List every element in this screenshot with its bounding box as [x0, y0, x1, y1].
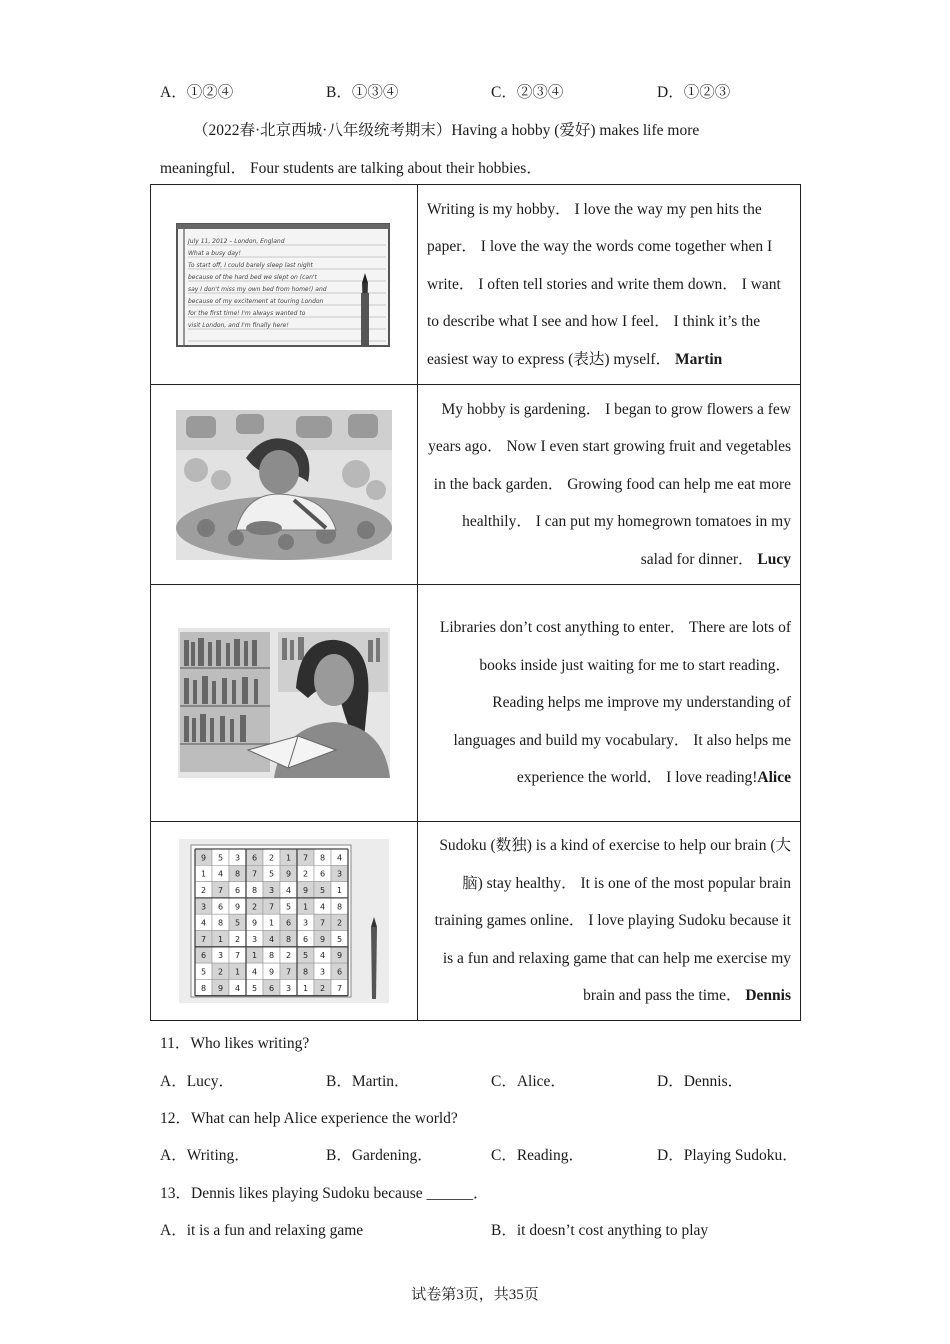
- picture-cell: [151, 385, 418, 585]
- sudoku-digit: 3: [285, 983, 292, 993]
- sudoku-digit: 9: [200, 853, 207, 863]
- sudoku-digit: 2: [336, 918, 343, 928]
- girl-reading-library-illustration: [178, 628, 390, 778]
- sudoku-digit: 5: [217, 853, 224, 863]
- sudoku-digit: 5: [251, 983, 258, 993]
- sudoku-digit: 2: [285, 951, 292, 961]
- sudoku-digit: 1: [217, 934, 224, 944]
- option-d[interactable]: D．①②③: [657, 84, 731, 101]
- picture-cell: [151, 822, 418, 1021]
- sudoku-digit: 9: [336, 951, 343, 961]
- sudoku-digit: 6: [336, 967, 343, 977]
- sudoku-digit: 4: [200, 918, 207, 928]
- question-12: 12．What can help Alice experience the world?: [160, 1110, 458, 1127]
- sudoku-digit: 6: [234, 886, 241, 896]
- picture-cell: [151, 185, 418, 385]
- sudoku-digit: 1: [302, 983, 309, 993]
- sudoku-digit: 3: [268, 886, 275, 896]
- sudoku-digit: 4: [285, 886, 292, 896]
- sudoku-digit: 8: [302, 967, 309, 977]
- sudoku-digit: 8: [251, 886, 258, 896]
- sudoku-digit: 2: [234, 934, 241, 944]
- question-11-options: [160, 1069, 810, 1091]
- sudoku-digit: 6: [319, 869, 326, 879]
- option-b[interactable]: B．Gardening．: [326, 1147, 433, 1164]
- hobby-text: Writing is my hobby． I love the way my pen hits the paper． I love the way the words come together when I write． I often tell stories and write them down． I want to describe what I see and how I feel． I think it’s the easiest way to express (表达) myself．: [427, 200, 781, 368]
- notebook-line: for the first time! I'm always wanted to: [188, 309, 306, 317]
- picture-cell: [151, 585, 418, 822]
- sudoku-digit: 7: [268, 902, 275, 912]
- intro-line-1: （2022春·北京西城·八年级统考期末）Having a hobby (爱好) makes life more: [193, 122, 700, 139]
- sudoku-digit: 3: [251, 934, 258, 944]
- intro-line-2: meaningful． Four students are talking about their hobbies．: [160, 160, 542, 177]
- sudoku-digit: 4: [268, 934, 275, 944]
- sudoku-digit: 4: [319, 951, 326, 961]
- sudoku-digit: 5: [285, 902, 292, 912]
- student-name: Dennis: [745, 987, 791, 1005]
- sudoku-digit: 4: [217, 869, 224, 879]
- student-name: Martin: [674, 350, 723, 368]
- sudoku-digit: 5: [234, 918, 241, 928]
- text-cell: [418, 822, 801, 1021]
- pen-icon: [361, 273, 369, 345]
- sudoku-digit: 4: [336, 853, 343, 863]
- option-a[interactable]: A．it is a fun and relaxing game: [160, 1222, 364, 1239]
- sudoku-digit: 1: [234, 967, 241, 977]
- option-a[interactable]: A．Writing．: [160, 1147, 250, 1164]
- sudoku-digit: 7: [200, 934, 207, 944]
- sudoku-digit: 1: [251, 951, 258, 961]
- sudoku-digit: 7: [319, 918, 326, 928]
- sudoku-digit: 3: [200, 902, 207, 912]
- sudoku-digit: 8: [217, 918, 224, 928]
- text-cell: [418, 185, 801, 385]
- sudoku-grid: [195, 849, 348, 996]
- question-11: 11．Who likes writing?: [160, 1035, 310, 1052]
- option-c[interactable]: C．②③④: [491, 84, 564, 101]
- notebook-line: visit London, and I'm finally here!: [188, 321, 289, 329]
- sudoku-digit: 6: [285, 918, 292, 928]
- hobby-text: Sudoku (数独) is a kind of exercise to help our brain (大脑) stay healthy． It is one of the most popular brain training games online． I love playing Sudoku because it is a fun and relaxing game that can help me exercise my brain and pass the time．: [434, 837, 791, 1005]
- question-12-options: [160, 1143, 810, 1165]
- sudoku-digit: 8: [319, 853, 326, 863]
- table-row: [151, 585, 801, 822]
- sudoku-digit: 2: [268, 853, 275, 863]
- sudoku-digit: 7: [234, 951, 241, 961]
- table-row: [151, 385, 801, 585]
- sudoku-digit: 6: [217, 902, 224, 912]
- notebook-line: because of my excitement at touring London: [188, 297, 324, 305]
- hobby-text: Libraries don’t cost anything to enter． There are lots of books inside just waiting for me to start reading． Reading helps me improve my understanding of languages and build my vocabulary． It also helps me experience the world． I love reading!: [439, 619, 791, 787]
- sudoku-digit: 1: [336, 886, 343, 896]
- sudoku-digit: 9: [285, 869, 292, 879]
- option-c[interactable]: C．Reading．: [491, 1147, 584, 1164]
- notebook-line: July 11, 2012 – London, England: [188, 237, 285, 245]
- sudoku-digit: 9: [319, 934, 326, 944]
- sudoku-digit: 4: [319, 902, 326, 912]
- sudoku-digit: 5: [319, 886, 326, 896]
- sudoku-digit: 6: [200, 951, 207, 961]
- option-a[interactable]: A．①②④: [160, 84, 234, 101]
- option-a[interactable]: A．Lucy．: [160, 1073, 235, 1090]
- option-b[interactable]: B．Martin．: [326, 1073, 410, 1090]
- sudoku-digit: 2: [200, 886, 207, 896]
- question-13-options: [160, 1218, 810, 1240]
- sudoku-digit: 6: [268, 983, 275, 993]
- sudoku-digit: 7: [251, 869, 258, 879]
- option-c[interactable]: C．Alice．: [491, 1073, 566, 1090]
- sudoku-digit: 3: [336, 869, 343, 879]
- text-cell: [418, 385, 801, 585]
- sudoku-digit: 7: [285, 967, 292, 977]
- sudoku-digit: 3: [234, 853, 241, 863]
- table-row: [151, 822, 801, 1021]
- sudoku-digit: 5: [336, 934, 343, 944]
- sudoku-digit: 5: [302, 951, 309, 961]
- sudoku-digit: 8: [336, 902, 343, 912]
- sudoku-digit: 8: [268, 951, 275, 961]
- sudoku-digit: 1: [200, 869, 207, 879]
- sudoku-digit: 2: [251, 902, 258, 912]
- sudoku-digit: 4: [251, 967, 258, 977]
- sudoku-digit: 7: [302, 853, 309, 863]
- sudoku-digit: 9: [251, 918, 258, 928]
- sudoku-digit: 1: [302, 902, 309, 912]
- sudoku-digit: 7: [336, 983, 343, 993]
- option-b[interactable]: B．①③④: [326, 84, 399, 101]
- text-cell: [418, 585, 801, 822]
- hobbies-table: [150, 184, 801, 1021]
- sudoku-digit: 9: [302, 886, 309, 896]
- sudoku-digit: 2: [319, 983, 326, 993]
- notebook-line: What a busy day!: [188, 249, 241, 257]
- sudoku-digit: 8: [285, 934, 292, 944]
- girl-gardening-illustration: [176, 410, 392, 560]
- sudoku-digit: 3: [217, 951, 224, 961]
- notebook-line: because of the hard bed we slept on (can't: [188, 273, 317, 281]
- table-row: [151, 185, 801, 385]
- notebook-line: say I don't miss my own bed from home!) and: [188, 285, 327, 293]
- student-name: Alice: [757, 769, 791, 787]
- notebook-line: To start off, I could barely sleep last night: [188, 261, 313, 269]
- sudoku-digit: 9: [268, 967, 275, 977]
- sudoku-digit: 6: [251, 853, 258, 863]
- pencil-icon: [371, 917, 377, 999]
- sudoku-digit: 5: [268, 869, 275, 879]
- sudoku-digit: 6: [302, 934, 309, 944]
- prev-question-options: [160, 80, 810, 102]
- sudoku-digit: 5: [200, 967, 207, 977]
- option-d[interactable]: D．Playing Sudoku．: [657, 1147, 798, 1164]
- sudoku-digit: 8: [200, 983, 207, 993]
- sudoku-digit: 8: [234, 869, 241, 879]
- notebook-writing-illustration: [176, 223, 392, 347]
- page-footer: 试卷第3页，共35页: [411, 1287, 539, 1303]
- sudoku-digit: 3: [302, 918, 309, 928]
- sudoku-digit: 2: [217, 967, 224, 977]
- sudoku-grid-illustration: [179, 839, 389, 1003]
- option-d[interactable]: D．Dennis．: [657, 1073, 744, 1090]
- sudoku-digit: 3: [319, 967, 326, 977]
- sudoku-digit: 1: [285, 853, 292, 863]
- student-name: Lucy: [757, 550, 791, 568]
- question-13: 13．Dennis likes playing Sudoku because ______．: [160, 1185, 489, 1202]
- sudoku-digit: 9: [234, 902, 241, 912]
- sudoku-digit: 9: [217, 983, 224, 993]
- sudoku-digit: 7: [217, 886, 224, 896]
- sudoku-digit: 2: [302, 869, 309, 879]
- option-b[interactable]: B．it doesn’t cost anything to play: [491, 1222, 709, 1239]
- sudoku-digit: 1: [268, 918, 275, 928]
- sudoku-digit: 4: [234, 983, 241, 993]
- hobby-text: My hobby is gardening． I began to grow flowers a few years ago． Now I even start growing fruit and vegetables in the back garden． Growing food can help me eat more healthily． I can put my homegrown tomatoes in my salad for dinner．: [428, 400, 791, 568]
